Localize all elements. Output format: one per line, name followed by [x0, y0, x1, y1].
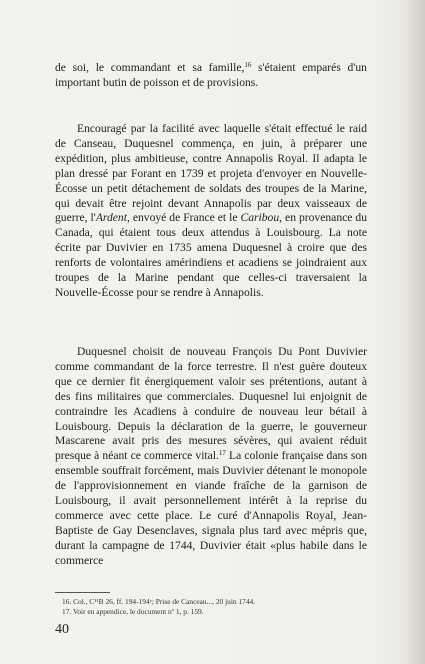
paragraph-1-text: de soi, le commandant et sa famille,: [55, 61, 245, 74]
paragraph-1-text-cont: s'étaient emparés d'un important butin de poisson et de provisions.: [55, 61, 367, 89]
paragraph-2-text: Encouragé par la facilité avec laquelle s'était effectué le raid de Canseau, Duquesnel commença, en juin, à préparer une expédition, plus ambitieuse, contre Annapolis Royal. Il adapta le plan dressé par Forant en 1739 et projeta d'envoyer en Nouvelle-Écosse un petit détachement de soldats des troupes de la Marine, qui devait être rejoint devant Annapolis par deux vaisseaux de guerre, l': [55, 122, 367, 225]
ship-name-caribou: Caribou: [240, 211, 280, 225]
paragraph-1: [55, 61, 367, 91]
paragraph-2-text-end: , en provenance du Canada, qui étaient tous deux attendus à Louisbourg. La note écrite par Duvivier en 1735 amena Duquesnel à croire que des renforts de volontaires amérindiens et acadiens se joindraient aux troupes de la Marine pendant que celles-ci traversaient la Nouvelle-Écosse pour se rendre à Annapolis.: [55, 211, 367, 299]
footnote-ref-17[interactable]: 17: [218, 449, 226, 458]
paragraph-3-text: Duquesnel choisit de nouveau François Du Pont Duvivier comme commandant de la force terrestre. Il n'est guère douteux que ce dernier fit énergiquement valoir ses prétentions, autant à des fins militaires que commerciales. Duquesnel lui enjoignit de contraindre les Acadiens à conduire de nouveau leur bétail à Louisbourg. Depuis la déclaration de la guerre, le gouverneur Mascarene avait pris des mesures sévères, qui avaient réduit presque à néant ce commerce vital.: [55, 345, 367, 463]
paragraph-2-text-mid: , envoyé de France et le: [126, 211, 241, 225]
footnote-ref-16[interactable]: 16: [244, 61, 252, 69]
page-gutter-shadow: [403, 0, 425, 664]
paragraph-3-text-cont: La colonie française dans son ensemble souffrait forcément, mais Duvivier détenant le monopole de l'approvisionnement en viande fraîche de la garnison de Louisbourg, il avait personnellement intérêt à la reprise du commerce avec cette place. Le curé d'Annapolis Royal, Jean-Baptiste de Gay Desenclaves, signala plus tard avec mépris que, durant la campagne de 1744, Duvivier était «plus habile dans le commerce: [55, 449, 367, 567]
paragraph-3: [55, 345, 367, 569]
footnote-16: 16. Col., C¹¹B 26, ff. 194-194ᵛ; Prise de Canceau..., 20 juin 1744.: [62, 597, 256, 606]
page-number: 40: [55, 622, 69, 637]
ship-name-ardent: Ardent: [95, 211, 127, 225]
footnote-divider: [55, 592, 110, 593]
footnote-17: 17. Voir en appendice, le document nº 1, p. 159.: [62, 607, 204, 616]
paragraph-2: [55, 122, 367, 301]
